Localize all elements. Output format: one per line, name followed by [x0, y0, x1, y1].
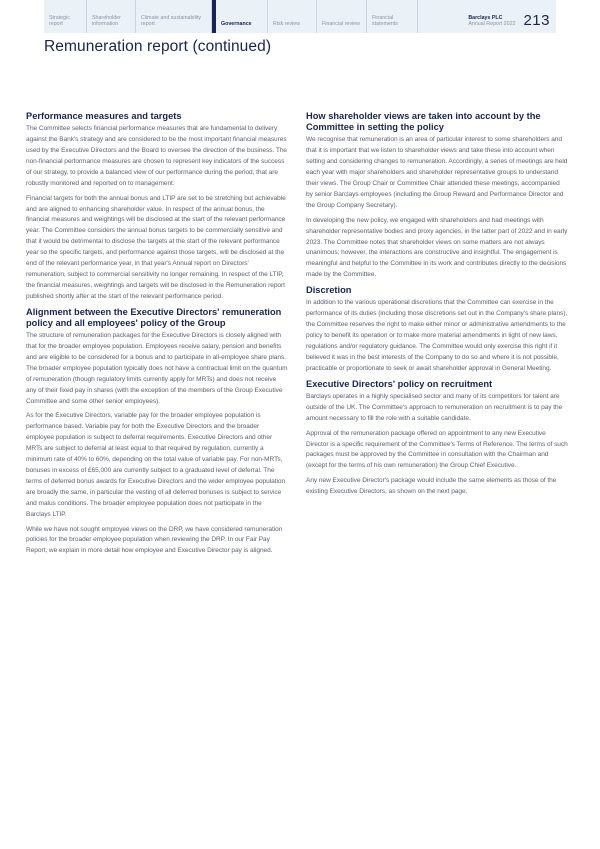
section-heading: Performance measures and targets [26, 111, 182, 121]
paragraph: Barclays operates in a highly specialised sector and many of its competitors for talent are outside of the UK. The Committee's approach to remuneration on recruitment is to pay the amount necessary to fill the role with a suitable candidate. [306, 392, 563, 422]
section-shareholder-views [306, 111, 568, 281]
page-number: 213 [523, 12, 550, 29]
nav-tab-shareholder-information[interactable] [87, 0, 136, 33]
nav-tab-label: Governance [221, 21, 252, 28]
nav-tab-label: Shareholder information [92, 14, 121, 28]
section-navigation [44, 0, 556, 33]
section-heading: Executive Directors' policy on recruitment [306, 378, 493, 389]
nav-tab-financial-statements[interactable] [367, 0, 418, 33]
section-alignment [26, 307, 288, 558]
section-discretion [306, 285, 568, 375]
paragraph: As for the Executive Directors, variable pay for the broader employee population is performance based. Variable pay for both the Executive Directors and the broader employee population is subject to deferral requirements. Executive Directors and other MRTs are subject to deferral at least equal to that required by regulation, currently a minimum rate of 40% to 60%, depending on the total value of variable pay. For non-MRTs, bonuses in excess of £65,000 are currently subject to a graduated level of deferral. The terms of deferred bonus awards for Executive Directors and the wider employee population are broadly the same, in particular the vesting of all deferred bonuses is subject to service and malus conditions. The broader employee population does not participate in the Barclays LTIP. [26, 412, 286, 518]
paragraph: The Committee selects financial performance measures that are fundamental to delivery against the Bank's strategy and are considered to be the most important financial measures used by the Executive Directors and the Board to oversee the direction of the business. The non-financial performance measures are chosen to represent key indicators of the success of our strategy, to provide a balanced view of our performance during the period, that are robustly monitored and reported on to management. [26, 125, 287, 187]
left-column [26, 111, 288, 561]
nav-tab-governance[interactable] [212, 0, 268, 33]
report-name: Annual Report 2022 [468, 21, 516, 28]
right-column [306, 111, 568, 502]
nav-tab-financial-review[interactable] [317, 0, 367, 33]
paragraph: In addition to the various operational discretions that the Committee can exercise in the performance of its duties (including those discretions set out in the Company's share plans), the Committee reserves the right to make either minor or administrative amendments to the policy to benefit its operation or to make more material amendments in light of new laws, regulations and/or regulatory guidance. The Committee would only exercise this right if it believed it was in the best interests of the Company to do so and where it is not possible, practicable or proportionate to seek or await shareholder approval in General Meeting. [306, 299, 568, 372]
paragraph: Any new Executive Director's package would include the same elements as those of the existing Executive Directors, as shown on the next page. [306, 477, 557, 496]
brand-text [468, 15, 515, 28]
paragraph: Financial targets for both the annual bonus and LTIP are set to be stretching but achievable and are aligned to enhancing shareholder value. In respect of the annual bonus, the financial measures and weightings will be disclosed at the start of the relevant performance year. The Committee considers the annual bonus targets to be commercially sensitive and that it would be detrimental to disclose the targets at the start of the relevant performance year so the specific targets, and performance against those targets, will be disclosed at the end of the relevant performance year, in that year's Annual report on Directors' remuneration, subject to commercial sensitivity no longer remaining. In respect of the LTIP, the financial measures, weightings and targets will be disclosed in the Remuneration report published shortly after at the start of the relevant performance period. [26, 194, 286, 300]
nav-tab-label: Climate and sustainability report [141, 14, 202, 28]
section-recruitment-policy [306, 379, 568, 498]
brand-block [418, 0, 556, 33]
nav-tab-label: Financial statements [372, 14, 398, 28]
paragraph: Approval of the remuneration package offered on appointment to any new Executive Director is a specific requirement of the Committee's Terms of Reference. The terms of such packages must be approved by the Committee in consultation with the Chairman and (except for the terms of his own remuneration) the Group Chief Executive. [306, 429, 568, 470]
paragraph: We recognise that remuneration is an area of particular interest to some shareholders and that it is important that we listen to shareholder views and take these into account when setting and considering changes to remuneration. Accordingly, a series of meetings are held each year with major shareholders and shareholder representative groups to understand their views. The Group Chair or Committee Chair attended these meetings, accompanied by senior Barclays employees (including the Group Reward and Performance Director and the Group Company Secretary). [306, 136, 568, 209]
section-heading: Discretion [306, 285, 352, 296]
page-title: Remuneration report (continued) [44, 38, 272, 55]
paragraph: While we have not sought employee views on the DRP, we have considered remuneration policies for the broader employee population when reviewing the DRP. In our Fair Pay Report, we explain in more detail how employee and Executive Director pay is aligned. [26, 525, 283, 555]
nav-tab-label: Financial review [322, 21, 360, 28]
paragraph: The structure of remuneration packages for the Executive Directors is closely aligned with that for the broader employee population. Employees receive salary, pension and benefits and are eligible to be considered for a bonus and to participate in all-employee share plans. The broader employee population typically does not have a contractual limit on the quantum of remuneration (though regulatory limits currently apply for MRTs) and does not receive any of their fixed pay in shares (with the exception of the members of the Group Executive Committee and some other senior employees). [26, 332, 288, 405]
nav-tab-label: Risk review [273, 21, 301, 28]
nav-tab-strategic-report[interactable] [44, 0, 87, 33]
nav-tab-label: Strategic report [49, 14, 70, 28]
nav-tab-climate-sustainability[interactable] [136, 0, 212, 33]
section-heading: Alignment between the Executive Directors' remuneration policy and all employees' policy of the Group [26, 306, 282, 328]
paragraph: In developing the new policy, we engaged with shareholders and had meetings with shareholder representative bodies and proxy agencies, in the latter part of 2022 and in early 2023. The Committee notes that shareholder views on some matters are not always unanimous; however, the interactions are constructive and insightful. The engagement is meaningful and helpful to the Committee in its work and contributes directly to the decisions made by the Committee. [306, 216, 568, 279]
brand-name: Barclays PLC [468, 14, 503, 21]
nav-tab-risk-review[interactable] [268, 0, 317, 33]
section-performance-measures [26, 111, 288, 303]
section-heading: How shareholder views are taken into account by the Committee in setting the policy [306, 111, 541, 133]
